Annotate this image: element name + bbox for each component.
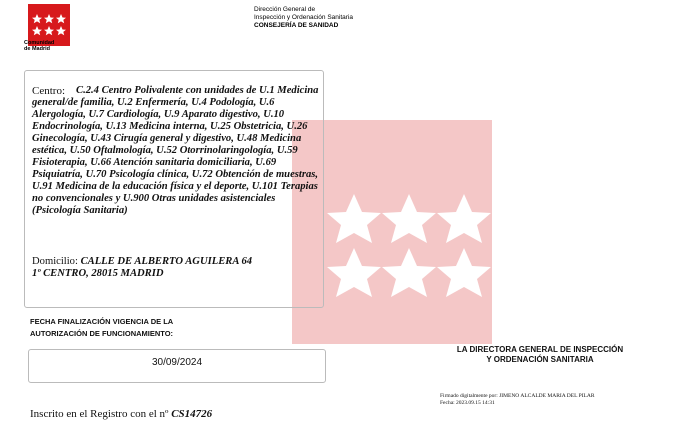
- logo-text: Comunidad de Madrid: [24, 40, 55, 52]
- centro-value: C.2.4 Centro Polivalente con unidades de U.1 Medicina general/de familia, U.2 Enfermería, U.4 Podología, U.6 Alergología, U.7 Cardiología, U.9 Aparato digestivo, U.10 Endocrinología, U.13 Medicina interna, U.25 Obstetricia, U.26 Ginecología, U.43 Cirugía general y digestivo, U.48 Medicina estética, U.50 Oftalmología, U.52 Otorrinolaringología, U.59 Fisioterapia, U.66 Atención sanitaria domiciliaria, U.69 Psiquiatría, U.70 Psicología clínica, U.72 Obtención de muestras, U.91 Medicina de la educación física y el deporte, U.101 Terapias no convencionales y U.900 Otras unidades asistenciales (Psicología Sanitaria): [32, 85, 319, 216]
- signed-by: Firmado digitalmente por: JIMENO ALCALDE MARIA DEL PILAR: [440, 393, 595, 399]
- fecha-label: FECHA FINALIZACIÓN VIGENCIA DE LA AUTORIZACIÓN DE FUNCIONAMIENTO:: [30, 317, 174, 338]
- domicilio-label: Domicilio:: [32, 256, 78, 267]
- digital-signature: [440, 393, 595, 407]
- registro: [30, 408, 212, 420]
- fecha-value: 30/09/2024: [151, 357, 203, 368]
- directora-title: LA DIRECTORA GENERAL DE INSPECCIÓN Y ORDENACIÓN SANITARIA: [456, 345, 624, 364]
- registro-label: Inscrito en el Registro con el nº: [30, 408, 169, 420]
- domicilio-line-1: CALLE DE ALBERTO AGUILERA 64: [80, 256, 253, 267]
- agency-line-3: CONSEJERÍA DE SANIDAD: [254, 22, 339, 29]
- domicilio: [32, 256, 322, 280]
- agency-line-1: Dirección General de: [254, 6, 316, 13]
- signature-date: Fecha: 2023.09.15 14:31: [440, 400, 495, 406]
- domicilio-line-2: 1º CENTRO, 28015 MADRID: [32, 268, 164, 279]
- agency-header: [254, 6, 353, 30]
- registro-number: CS14726: [171, 408, 213, 420]
- agency-line-2: Inspección y Ordenación Sanitaria: [254, 14, 354, 21]
- centro-label: Centro:: [32, 85, 65, 97]
